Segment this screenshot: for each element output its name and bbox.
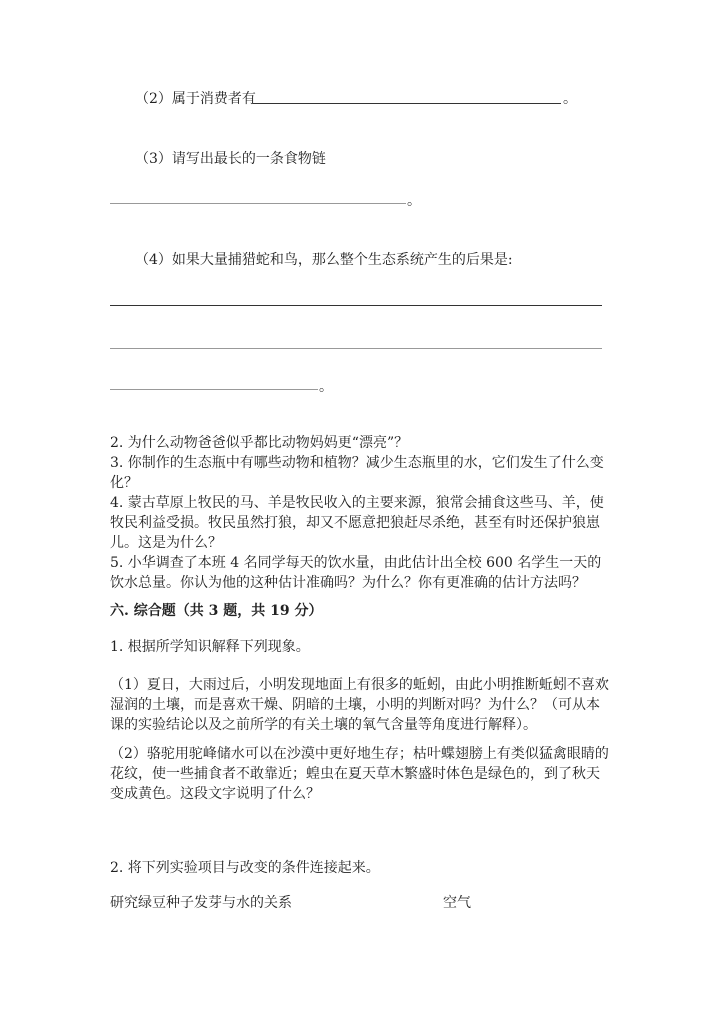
question-4: 4. 蒙古草原上牧民的马、羊是牧民收入的主要来源，狼常会捕食这些马、羊，使牧民利益受损。牧民虽然打狼，却又不愿意把狼赶尽杀绝，甚至有时还保护狼崽儿。这是为什么？ <box>110 495 604 551</box>
section-6-q1-part1: （1）夏日，大雨过后，小明发现地面上有很多的蚯蚓，由此小明推断蚯蚓不喜欢湿润的土壤，而是喜欢干燥、阴暗的土壤，小明的判断对吗？为什么？（可从本课的实验结论以及之前所学的有关土壤的氧气含量等角度进行解释）。 <box>110 677 609 733</box>
q1-part4-answer-line-1[interactable] <box>110 305 602 306</box>
q1-part2-label: （2）属于消费者有 <box>135 91 256 107</box>
question-5: 5. 小华调查了本班 4 名同学每天的饮水量，由此估计出全校 600 名学生一天的饮水总量。你认为他的这种估计准确吗？为什么？你有更准确的估计方法吗？ <box>110 555 602 591</box>
q1-part4-answer-line-2[interactable] <box>110 348 602 349</box>
section-6-q2-title: 2. 将下列实验项目与改变的条件连接起来。 <box>110 860 380 876</box>
q1-part2-answer-line[interactable] <box>253 103 561 104</box>
q1-part2-end: 。 <box>563 91 577 107</box>
q1-part3-answer-line[interactable] <box>110 203 406 204</box>
section-6-q1-part2: （2）骆驼用驼峰储水可以在沙漠中更好地生存；枯叶蝶翅膀上有类似猛禽眼睛的花纹，使一些捕食者不敢靠近；蝗虫在夏天草木繁盛时体色是绿色的，到了秋天变成黄色。这段文字说明了什么？ <box>110 746 609 802</box>
section-6-q1-title: 1. 根据所学知识解释下列现象。 <box>110 639 310 655</box>
match-left-item[interactable]: 研究绿豆种子发芽与水的关系 <box>110 895 292 911</box>
q1-part3-label: （3）请写出最长的一条食物链 <box>135 151 326 167</box>
question-3: 3. 你制作的生态瓶中有哪些动物和植物？减少生态瓶里的水，它们发生了什么变化？ <box>110 455 604 491</box>
section-6-heading: 六. 综合题（共 3 题，共 19 分） <box>110 603 323 619</box>
match-right-item[interactable]: 空气 <box>443 895 471 911</box>
q1-part3-end: 。 <box>407 193 421 209</box>
q1-part4-label: （4）如果大量捕猎蛇和鸟，那么整个生态系统产生的后果是: <box>135 252 513 268</box>
q1-part4-end: 。 <box>319 379 333 395</box>
q1-part4-answer-line-3[interactable] <box>110 389 318 390</box>
question-2: 2. 为什么动物爸爸似乎都比动物妈妈更“漂亮”？ <box>110 435 409 451</box>
